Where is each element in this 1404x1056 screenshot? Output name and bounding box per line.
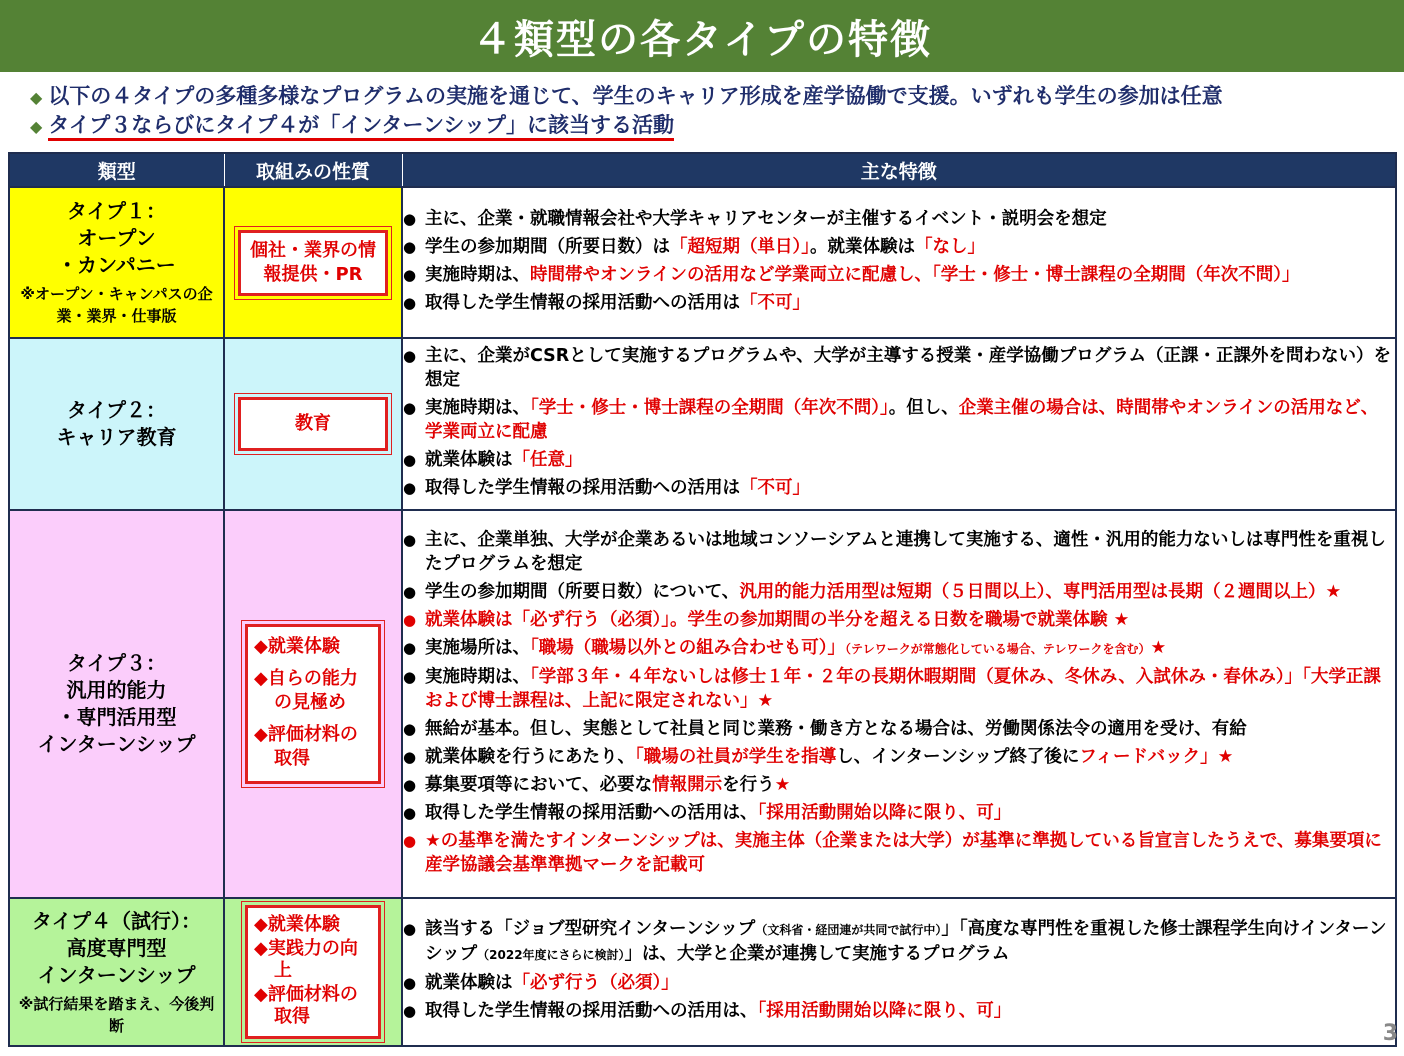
intro-line-1 [30,82,1390,111]
feature-bullet [403,773,1395,797]
feature-text: （文科省・経団連が共同で試行中） [755,923,942,937]
feature-text: フィードバック」★ [1079,746,1234,767]
feature-text: 「必ず行う（必須）」 [512,973,679,993]
intro-line-2 [30,111,1390,140]
type-note: ※試行結果を踏まえ、今後判断 [18,994,215,1035]
feature-text: 「採用活動開始以降に限り、可」 [757,1001,1012,1021]
features-cell [402,338,1396,510]
feature-text: 募集要項等において、必要な [425,774,653,795]
feature-text: を行う [722,774,775,795]
feature-text: 該当する「ジョブ型研究インターンシップ [425,919,756,939]
nature-item: 個社・業界の情報提供・PR [250,239,376,285]
feature-bullet [403,745,1395,769]
feature-text: 。就業体験は [810,236,915,257]
feature-text: 汎用的能力活用型は短期（５日間以上）、専門活用型は長期（２週間以上）★ [739,581,1342,602]
feature-bullet [403,917,1395,967]
feature-text: 就業体験は「必ず行う（必須）」。学生の参加期間の半分を超える日数を職場で就業体験 ★ [425,609,1130,630]
page-title: ４類型の各タイプの特徴 [0,0,1404,72]
page-number: 3 [1382,1021,1398,1046]
type-name-line: タイプ２： [67,398,166,422]
nature-item: ◆就業体験 [254,636,340,657]
feature-text: ★ [1150,637,1167,658]
nature-cell [224,187,402,338]
table-row-type3 [9,510,1396,898]
diamond-bullet-icon: ◆ [30,117,43,136]
table-header-row [9,153,1396,187]
feature-bullet [403,344,1395,392]
features-cell [402,898,1396,1046]
feature-bullet [403,999,1395,1023]
feature-text: 実施時期は、 [425,666,530,687]
feature-text: （2022年度にさらに検討） [477,948,625,962]
feature-bullet [403,636,1395,661]
table-row-type4 [9,898,1396,1046]
nature-item: 教育 [295,413,331,434]
nature-item: ◆自らの能力の見極め [254,668,358,713]
nature-box [238,230,388,296]
feature-text: 「職場（職場以外との組み合わせも可）」 [530,637,845,658]
feature-bullet [403,291,1395,315]
table-row-type2 [9,338,1396,510]
feature-text: 実施時期は、 [425,398,530,418]
feature-text: 「超短期（単日）」 [670,236,810,257]
table-row-type1 [9,187,1396,338]
feature-text: 実施場所は、 [425,637,530,658]
type-cell [9,510,224,898]
feature-text: 「採用活動開始以降に限り、可」 [757,802,1012,823]
header-type: 類型 [9,153,224,187]
feature-text: 「職場の社員が学生を指導 [635,746,837,767]
nature-cell [224,510,402,898]
intro-text-1: 以下の４タイプの多種多様なプログラムの実施を通じて、学生のキャリア形成を産学協働で支援。いずれも学生の参加は任意 [48,84,1223,108]
features-cell [402,510,1396,898]
feature-text: 主に、企業・就職情報会社や大学キャリアセンターが主催するイベント・説明会を想定 [425,208,1107,229]
type-note: ※オープン・キャンパスの企業・業界・仕事版 [20,285,213,325]
feature-text: 。但し、 [888,398,959,418]
feature-text: 情報開示 [652,774,723,795]
feature-bullet [403,829,1395,877]
header-features: 主な特徴 [402,153,1396,187]
type-name-line: 高度専門型 [66,935,167,960]
type-name-line: タイプ４（試行）： [32,908,201,933]
nature-item: ◆評価材料の取得 [254,984,358,1027]
nature-box [245,905,381,1039]
feature-text: ★の基準を満たすインターンシップは、実施主体（企業または大学）が基準に準拠している旨宣言したうえで、募集要項に産学協議会基準準拠マークを記載可 [425,830,1382,875]
diamond-bullet-icon: ◆ [30,88,43,107]
nature-box [245,624,381,784]
type-name-line: 汎用的能力 [66,678,167,702]
feature-text: 主に、企業単独、大学が企業あるいは地域コンソーシアムと連携して実施する、適性・汎用的能力ないしは専門性を重視したプログラムを想定 [425,529,1386,574]
feature-bullet [403,665,1395,713]
feature-text: 「なし」 [915,236,985,257]
nature-item: ◆評価材料の取得 [254,724,358,769]
type-name-line: オープン [77,226,156,250]
features-cell [402,187,1396,338]
type-cell [9,898,224,1046]
header-nature: 取組みの性質 [224,153,402,187]
type-name-line: インターンシップ [37,962,196,987]
feature-text: 無給が基本。但し、実態として社員と同じ業務・働き方となる場合は、労働関係法令の適用を受け、有給 [425,718,1247,739]
feature-text: し、インターンシップ終了後に [836,746,1080,767]
type-name-line: タイプ３： [67,651,166,675]
feature-text: ★ [774,774,791,795]
nature-cell [224,898,402,1046]
feature-bullet [403,396,1395,444]
feature-text: 学生の参加期間（所要日数）は [425,236,670,257]
type-name-line: キャリア教育 [56,425,177,449]
feature-bullet [403,235,1395,259]
type-name-line: タイプ１： [67,199,166,223]
intro-section [30,82,1390,140]
feature-bullet [403,528,1395,576]
feature-text: 「不可」 [740,292,810,313]
feature-text: 実施時期は、 [425,264,530,285]
feature-bullet [403,971,1395,995]
feature-text: 「学士・修士・博士課程の全期間（年次不問）」 [530,398,889,418]
feature-bullet [403,580,1395,604]
feature-text: 学生の参加期間（所要日数）について、 [425,581,740,602]
feature-text: 就業体験を行うにあたり、 [425,746,635,767]
type-cell [9,187,224,338]
feature-text: 就業体験は [425,450,513,470]
feature-text: 企業主催の場合は、時間帯やオンラインの活用など、学業両立に配慮 [425,398,1379,442]
feature-text: 取得した学生情報の採用活動への活用は [425,478,740,498]
nature-box [238,397,388,451]
types-table [8,152,1397,1047]
feature-bullet [403,801,1395,825]
feature-text: 取得した学生情報の採用活動への活用は、 [425,802,758,823]
type-name-line: ・カンパニー [57,253,176,277]
feature-text: 時間帯やオンラインの活用など学業両立に配慮し、「学士・修士・博士課程の全期間（年次不問）」 [530,264,1300,285]
feature-text: 」「高度な専門性を重視した修士課程学生向けインターンシップ [425,919,1387,964]
feature-bullet [403,717,1395,741]
feature-text: 取得した学生情報の採用活動への活用は、 [425,1001,758,1021]
feature-bullet [403,207,1395,231]
type-name-line: ・専門活用型 [56,705,177,729]
feature-text: （テレワークが常態化している場合、テレワークを含む） [845,641,1151,656]
feature-text: 「学部３年・４年ないしは修士１年・２年の長期休暇期間（夏休み、冬休み、入試休み・春休み）」「大学正課および博士課程は、上記に限定されない」★ [425,666,1381,711]
feature-text: 就業体験は [425,973,513,993]
feature-text: 「不可」 [740,478,810,498]
nature-cell [224,338,402,510]
nature-item: ◆就業体験 [254,914,340,935]
intro-text-2: タイプ３ならびにタイプ４が「インターンシップ」に該当する活動 [48,113,674,141]
feature-bullet [403,448,1395,472]
feature-text: 主に、企業がCSRとして実施するプログラムや、大学が主導する授業・産学協働プログラム（正課・正課外を問わない）を想定 [425,346,1392,390]
feature-text: 「任意」 [512,450,583,470]
type-name-line: インターンシップ [37,732,196,756]
feature-bullet [403,608,1395,632]
type-cell [9,338,224,510]
feature-bullet [403,476,1395,500]
feature-text: 」は、大学と企業が連携して実施するプログラム [624,944,1010,964]
nature-item: ◆実践力の向上 [254,938,358,981]
feature-bullet [403,263,1395,287]
feature-text: 取得した学生情報の採用活動への活用は [425,292,740,313]
